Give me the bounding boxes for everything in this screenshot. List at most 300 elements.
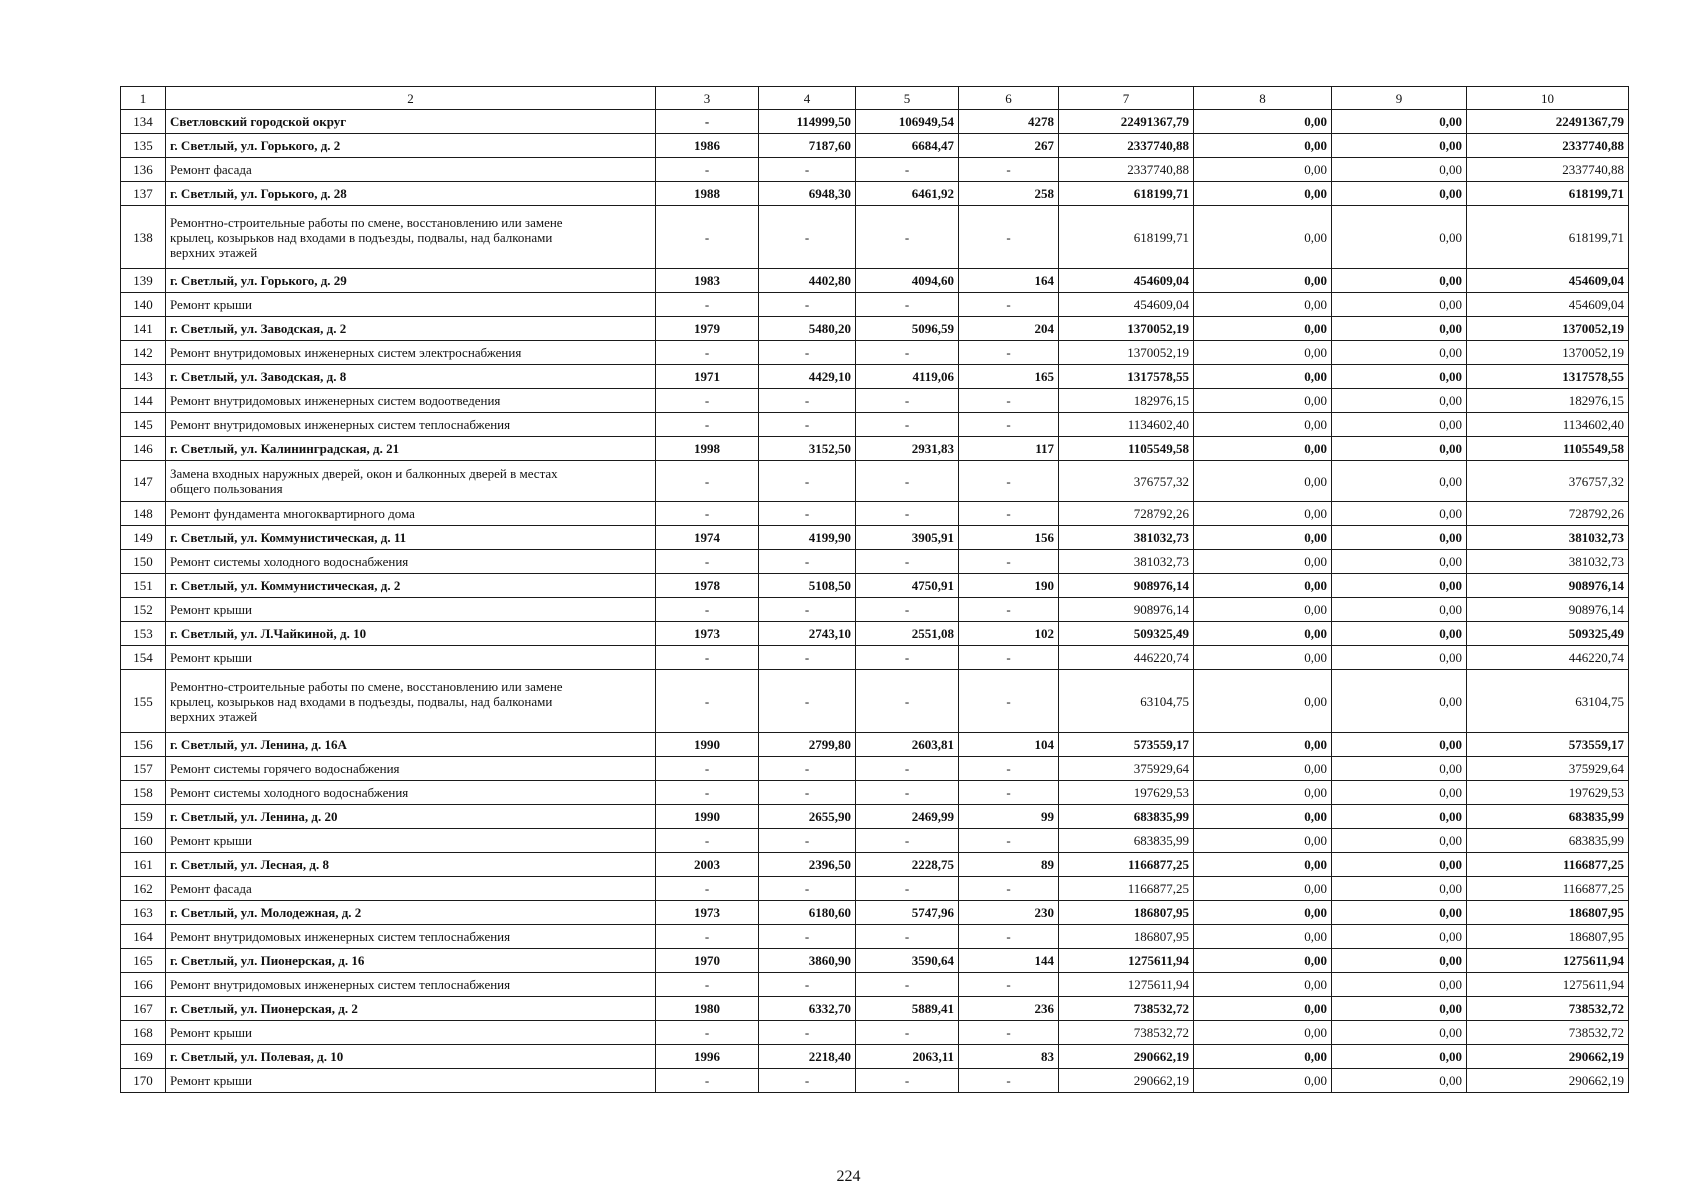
address-row (121, 437, 1629, 461)
value-cell: 106949,54 (856, 110, 959, 134)
value-cell: 117 (959, 437, 1059, 461)
value-cell: - (856, 646, 959, 670)
value-cell: 114999,50 (759, 110, 856, 134)
value-cell: - (959, 1021, 1059, 1045)
row-number: 140 (121, 293, 166, 317)
value-cell: - (959, 502, 1059, 526)
column-header: 1 (121, 87, 166, 110)
value-cell: 290662,19 (1467, 1069, 1629, 1093)
work-row (121, 598, 1629, 622)
value-cell: 0,00 (1194, 134, 1332, 158)
value-cell: 0,00 (1332, 437, 1467, 461)
year-cell: - (656, 646, 759, 670)
year-cell: - (656, 110, 759, 134)
value-cell: - (856, 341, 959, 365)
column-header: 4 (759, 87, 856, 110)
work-row (121, 781, 1629, 805)
value-cell: 204 (959, 317, 1059, 341)
row-number: 156 (121, 733, 166, 757)
value-cell: 1275611,94 (1059, 973, 1194, 997)
row-number: 144 (121, 389, 166, 413)
address-row (121, 901, 1629, 925)
value-cell: - (959, 461, 1059, 502)
value-cell: 446220,74 (1467, 646, 1629, 670)
value-cell: 2063,11 (856, 1045, 959, 1069)
value-cell: 2228,75 (856, 853, 959, 877)
value-cell: - (759, 413, 856, 437)
value-cell: 2396,50 (759, 853, 856, 877)
work-row (121, 973, 1629, 997)
year-cell: - (656, 670, 759, 733)
address-row (121, 317, 1629, 341)
address-row (121, 997, 1629, 1021)
value-cell: 186807,95 (1059, 925, 1194, 949)
value-cell: 454609,04 (1467, 269, 1629, 293)
value-cell: 63104,75 (1467, 670, 1629, 733)
item-name: Ремонт крыши (166, 1069, 656, 1093)
year-cell: - (656, 877, 759, 901)
work-row (121, 341, 1629, 365)
row-number: 155 (121, 670, 166, 733)
value-cell: 267 (959, 134, 1059, 158)
address-row (121, 269, 1629, 293)
value-cell: 0,00 (1194, 973, 1332, 997)
value-cell: - (856, 670, 959, 733)
value-cell: 22491367,79 (1467, 110, 1629, 134)
value-cell: 1370052,19 (1467, 341, 1629, 365)
value-cell: 0,00 (1194, 182, 1332, 206)
row-number: 146 (121, 437, 166, 461)
value-cell: 381032,73 (1467, 526, 1629, 550)
value-cell: 3905,91 (856, 526, 959, 550)
value-cell: 186807,95 (1059, 901, 1194, 925)
value-cell: - (959, 973, 1059, 997)
value-cell: 258 (959, 182, 1059, 206)
value-cell: 0,00 (1332, 877, 1467, 901)
value-cell: 2799,80 (759, 733, 856, 757)
item-name: г. Светлый, ул. Пионерская, д. 16 (166, 949, 656, 973)
address-row (121, 110, 1629, 134)
value-cell: - (856, 757, 959, 781)
row-number: 163 (121, 901, 166, 925)
row-number: 162 (121, 877, 166, 901)
address-row (121, 1045, 1629, 1069)
year-cell: 2003 (656, 853, 759, 877)
row-number: 141 (121, 317, 166, 341)
value-cell: 0,00 (1332, 949, 1467, 973)
value-cell: 0,00 (1194, 1021, 1332, 1045)
row-number: 152 (121, 598, 166, 622)
row-number: 148 (121, 502, 166, 526)
row-number: 151 (121, 574, 166, 598)
column-header: 10 (1467, 87, 1629, 110)
item-name: г. Светлый, ул. Горького, д. 28 (166, 182, 656, 206)
row-number: 159 (121, 805, 166, 829)
value-cell: 1275611,94 (1467, 973, 1629, 997)
value-cell: 186807,95 (1467, 901, 1629, 925)
value-cell: 104 (959, 733, 1059, 757)
year-cell: 1980 (656, 997, 759, 1021)
value-cell: - (856, 598, 959, 622)
value-cell: 573559,17 (1467, 733, 1629, 757)
value-cell: 0,00 (1332, 853, 1467, 877)
work-row (121, 413, 1629, 437)
value-cell: 0,00 (1194, 877, 1332, 901)
value-cell: 0,00 (1332, 269, 1467, 293)
value-cell: 0,00 (1332, 1045, 1467, 1069)
value-cell: 0,00 (1332, 997, 1467, 1021)
value-cell: 728792,26 (1059, 502, 1194, 526)
item-name: г. Светлый, ул. Л.Чайкиной, д. 10 (166, 622, 656, 646)
year-cell: - (656, 829, 759, 853)
item-name-line: Замена входных наружных дверей, окон и балконных дверей в местах (170, 466, 558, 481)
value-cell: 683835,99 (1467, 829, 1629, 853)
value-cell: 7187,60 (759, 134, 856, 158)
value-cell: 144 (959, 949, 1059, 973)
value-cell: 0,00 (1332, 574, 1467, 598)
value-cell: - (959, 158, 1059, 182)
value-cell: 1317578,55 (1467, 365, 1629, 389)
item-name-line: Ремонтно-строительные работы по смене, восстановлению или замене (170, 214, 563, 230)
address-row (121, 805, 1629, 829)
value-cell: - (856, 502, 959, 526)
year-cell: 1970 (656, 949, 759, 973)
item-name: г. Светлый, ул. Молодежная, д. 2 (166, 901, 656, 925)
row-number: 137 (121, 182, 166, 206)
value-cell: 4119,06 (856, 365, 959, 389)
value-cell: 1134602,40 (1467, 413, 1629, 437)
value-cell: 381032,73 (1059, 526, 1194, 550)
value-cell: 446220,74 (1059, 646, 1194, 670)
item-name: г. Светлый, ул. Коммунистическая, д. 11 (166, 526, 656, 550)
value-cell: 0,00 (1194, 757, 1332, 781)
item-name: г. Светлый, ул. Ленина, д. 16А (166, 733, 656, 757)
value-cell: 3152,50 (759, 437, 856, 461)
value-cell: 1370052,19 (1059, 341, 1194, 365)
value-cell: - (759, 461, 856, 502)
year-cell: - (656, 158, 759, 182)
value-cell: 738532,72 (1467, 1021, 1629, 1045)
year-cell: 1978 (656, 574, 759, 598)
year-cell: - (656, 461, 759, 502)
value-cell: 2655,90 (759, 805, 856, 829)
value-cell: 1105549,58 (1467, 437, 1629, 461)
value-cell: 618199,71 (1059, 206, 1194, 269)
value-cell: 290662,19 (1059, 1069, 1194, 1093)
value-cell: 454609,04 (1059, 269, 1194, 293)
value-cell: 0,00 (1332, 805, 1467, 829)
value-cell: - (759, 598, 856, 622)
value-cell: - (856, 1021, 959, 1045)
value-cell: 1105549,58 (1059, 437, 1194, 461)
value-cell: 2218,40 (759, 1045, 856, 1069)
year-cell: - (656, 757, 759, 781)
value-cell: - (759, 646, 856, 670)
value-cell: - (856, 389, 959, 413)
value-cell: - (759, 389, 856, 413)
item-name-line: верхних этажей (170, 244, 258, 260)
value-cell: 0,00 (1332, 110, 1467, 134)
value-cell: - (959, 646, 1059, 670)
item-name: Ремонт крыши (166, 293, 656, 317)
value-cell: 0,00 (1194, 317, 1332, 341)
value-cell: 6684,47 (856, 134, 959, 158)
address-row (121, 949, 1629, 973)
value-cell: 4278 (959, 110, 1059, 134)
value-cell: - (959, 598, 1059, 622)
row-number: 160 (121, 829, 166, 853)
value-cell: 2603,81 (856, 733, 959, 757)
year-cell: - (656, 389, 759, 413)
value-cell: 6332,70 (759, 997, 856, 1021)
value-cell: 0,00 (1332, 389, 1467, 413)
value-cell: 0,00 (1194, 526, 1332, 550)
value-cell: 0,00 (1194, 293, 1332, 317)
value-cell: 0,00 (1332, 158, 1467, 182)
value-cell: 0,00 (1332, 502, 1467, 526)
value-cell: 0,00 (1332, 598, 1467, 622)
value-cell: 1166877,25 (1467, 853, 1629, 877)
year-cell: - (656, 413, 759, 437)
value-cell: 0,00 (1194, 1069, 1332, 1093)
item-name: г. Светлый, ул. Полевая, д. 10 (166, 1045, 656, 1069)
value-cell: - (759, 1021, 856, 1045)
value-cell: 908976,14 (1467, 598, 1629, 622)
value-cell: 454609,04 (1467, 293, 1629, 317)
value-cell: 102 (959, 622, 1059, 646)
value-cell: - (959, 1069, 1059, 1093)
value-cell: - (959, 550, 1059, 574)
value-cell: - (759, 973, 856, 997)
value-cell: - (759, 670, 856, 733)
item-name: г. Светлый, ул. Лесная, д. 8 (166, 853, 656, 877)
item-name: Ремонт фасада (166, 877, 656, 901)
row-number: 150 (121, 550, 166, 574)
year-cell: - (656, 598, 759, 622)
row-number: 158 (121, 781, 166, 805)
value-cell: 3860,90 (759, 949, 856, 973)
value-cell: 0,00 (1332, 757, 1467, 781)
value-cell: 0,00 (1194, 853, 1332, 877)
value-cell: 5480,20 (759, 317, 856, 341)
item-name: г. Светлый, ул. Горького, д. 2 (166, 134, 656, 158)
work-row (121, 1021, 1629, 1045)
value-cell: 230 (959, 901, 1059, 925)
column-header: 5 (856, 87, 959, 110)
value-cell: 0,00 (1194, 574, 1332, 598)
value-cell: 182976,15 (1467, 389, 1629, 413)
value-cell: 5747,96 (856, 901, 959, 925)
value-cell: 4429,10 (759, 365, 856, 389)
value-cell: 1370052,19 (1059, 317, 1194, 341)
value-cell: 0,00 (1194, 206, 1332, 269)
value-cell: 0,00 (1332, 646, 1467, 670)
item-name: Ремонт внутридомовых инженерных систем теплоснабжения (166, 413, 656, 437)
address-row (121, 134, 1629, 158)
address-row (121, 574, 1629, 598)
value-cell: 290662,19 (1467, 1045, 1629, 1069)
year-cell: 1990 (656, 733, 759, 757)
work-row (121, 829, 1629, 853)
row-number: 145 (121, 413, 166, 437)
value-cell: - (759, 206, 856, 269)
value-cell: - (856, 413, 959, 437)
value-cell: 0,00 (1332, 1069, 1467, 1093)
value-cell: 0,00 (1194, 670, 1332, 733)
work-row (121, 206, 1629, 269)
value-cell: 2337740,88 (1467, 134, 1629, 158)
value-cell: - (959, 413, 1059, 437)
value-cell: 4402,80 (759, 269, 856, 293)
value-cell: 683835,99 (1467, 805, 1629, 829)
value-cell: - (959, 829, 1059, 853)
page-number: 224 (836, 1168, 861, 1185)
year-cell: 1988 (656, 182, 759, 206)
item-name: г. Светлый, ул. Калининградская, д. 21 (166, 437, 656, 461)
value-cell: 6461,92 (856, 182, 959, 206)
work-row (121, 670, 1629, 733)
value-cell: 1166877,25 (1467, 877, 1629, 901)
value-cell: 0,00 (1332, 317, 1467, 341)
value-cell: 0,00 (1332, 134, 1467, 158)
item-name (166, 206, 656, 269)
year-cell: - (656, 1069, 759, 1093)
value-cell: 6948,30 (759, 182, 856, 206)
row-number: 139 (121, 269, 166, 293)
value-cell: 0,00 (1332, 182, 1467, 206)
value-cell: 0,00 (1332, 461, 1467, 502)
value-cell: 908976,14 (1467, 574, 1629, 598)
value-cell: 6180,60 (759, 901, 856, 925)
year-cell: 1983 (656, 269, 759, 293)
value-cell: 236 (959, 997, 1059, 1021)
value-cell: - (856, 829, 959, 853)
row-number: 147 (121, 461, 166, 502)
item-name: Светловский городской округ (166, 110, 656, 134)
work-row (121, 757, 1629, 781)
value-cell: 156 (959, 526, 1059, 550)
value-cell: 0,00 (1194, 901, 1332, 925)
year-cell: 1973 (656, 622, 759, 646)
value-cell: 0,00 (1332, 781, 1467, 805)
column-header: 7 (1059, 87, 1194, 110)
row-number: 135 (121, 134, 166, 158)
value-cell: 0,00 (1332, 829, 1467, 853)
item-name: Ремонт внутридомовых инженерных систем теплоснабжения (166, 925, 656, 949)
value-cell: 0,00 (1194, 1045, 1332, 1069)
address-row (121, 853, 1629, 877)
value-cell: 0,00 (1332, 526, 1467, 550)
value-cell: 738532,72 (1059, 1021, 1194, 1045)
value-cell: 63104,75 (1059, 670, 1194, 733)
capital-repair-table (120, 86, 1629, 1093)
item-name: Ремонт внутридомовых инженерных систем водоотведения (166, 389, 656, 413)
item-name: г. Светлый, ул. Горького, д. 29 (166, 269, 656, 293)
value-cell: - (959, 206, 1059, 269)
row-number: 138 (121, 206, 166, 269)
value-cell: 182976,15 (1059, 389, 1194, 413)
year-cell: 1986 (656, 134, 759, 158)
value-cell: 509325,49 (1059, 622, 1194, 646)
year-cell: 1973 (656, 901, 759, 925)
address-row (121, 733, 1629, 757)
value-cell: - (959, 877, 1059, 901)
value-cell: 4094,60 (856, 269, 959, 293)
work-row (121, 550, 1629, 574)
item-name: Ремонт фундамента многоквартирного дома (166, 502, 656, 526)
value-cell: - (856, 461, 959, 502)
item-name: Ремонт крыши (166, 1021, 656, 1045)
value-cell: 2337740,88 (1059, 134, 1194, 158)
work-row (121, 925, 1629, 949)
row-number: 169 (121, 1045, 166, 1069)
value-cell: 0,00 (1332, 1021, 1467, 1045)
row-number: 136 (121, 158, 166, 182)
row-number: 165 (121, 949, 166, 973)
value-cell: - (959, 670, 1059, 733)
value-cell: 0,00 (1194, 598, 1332, 622)
value-cell: 3590,64 (856, 949, 959, 973)
value-cell: 0,00 (1332, 733, 1467, 757)
value-cell: - (759, 502, 856, 526)
value-cell: 738532,72 (1467, 997, 1629, 1021)
work-row (121, 877, 1629, 901)
value-cell: 618199,71 (1059, 182, 1194, 206)
value-cell: 454609,04 (1059, 293, 1194, 317)
value-cell: 165 (959, 365, 1059, 389)
value-cell: 22491367,79 (1059, 110, 1194, 134)
value-cell: - (856, 206, 959, 269)
value-cell: 381032,73 (1059, 550, 1194, 574)
value-cell: 99 (959, 805, 1059, 829)
value-cell: 1275611,94 (1059, 949, 1194, 973)
value-cell: 376757,32 (1467, 461, 1629, 502)
row-number: 164 (121, 925, 166, 949)
value-cell: 0,00 (1332, 622, 1467, 646)
work-row (121, 293, 1629, 317)
value-cell: 1166877,25 (1059, 853, 1194, 877)
year-cell: - (656, 341, 759, 365)
value-cell: 0,00 (1194, 269, 1332, 293)
value-cell: 83 (959, 1045, 1059, 1069)
value-cell: 618199,71 (1467, 182, 1629, 206)
row-number: 143 (121, 365, 166, 389)
value-cell: - (959, 757, 1059, 781)
row-number: 161 (121, 853, 166, 877)
year-cell: 1990 (656, 805, 759, 829)
value-cell: 1166877,25 (1059, 877, 1194, 901)
work-row (121, 1069, 1629, 1093)
year-cell: 1974 (656, 526, 759, 550)
value-cell: 0,00 (1194, 646, 1332, 670)
value-cell: 0,00 (1194, 829, 1332, 853)
year-cell: 1971 (656, 365, 759, 389)
value-cell: 0,00 (1194, 413, 1332, 437)
value-cell: 2337740,88 (1059, 158, 1194, 182)
value-cell: 164 (959, 269, 1059, 293)
value-cell: - (759, 341, 856, 365)
value-cell: 381032,73 (1467, 550, 1629, 574)
value-cell: - (959, 341, 1059, 365)
year-cell: - (656, 550, 759, 574)
item-name-line: крылец, козырьков над входами в подъезды, подвалы, над балконами (170, 229, 553, 245)
work-row (121, 502, 1629, 526)
value-cell: - (959, 389, 1059, 413)
year-cell: 1998 (656, 437, 759, 461)
value-cell: 5096,59 (856, 317, 959, 341)
row-number: 134 (121, 110, 166, 134)
value-cell: 683835,99 (1059, 829, 1194, 853)
